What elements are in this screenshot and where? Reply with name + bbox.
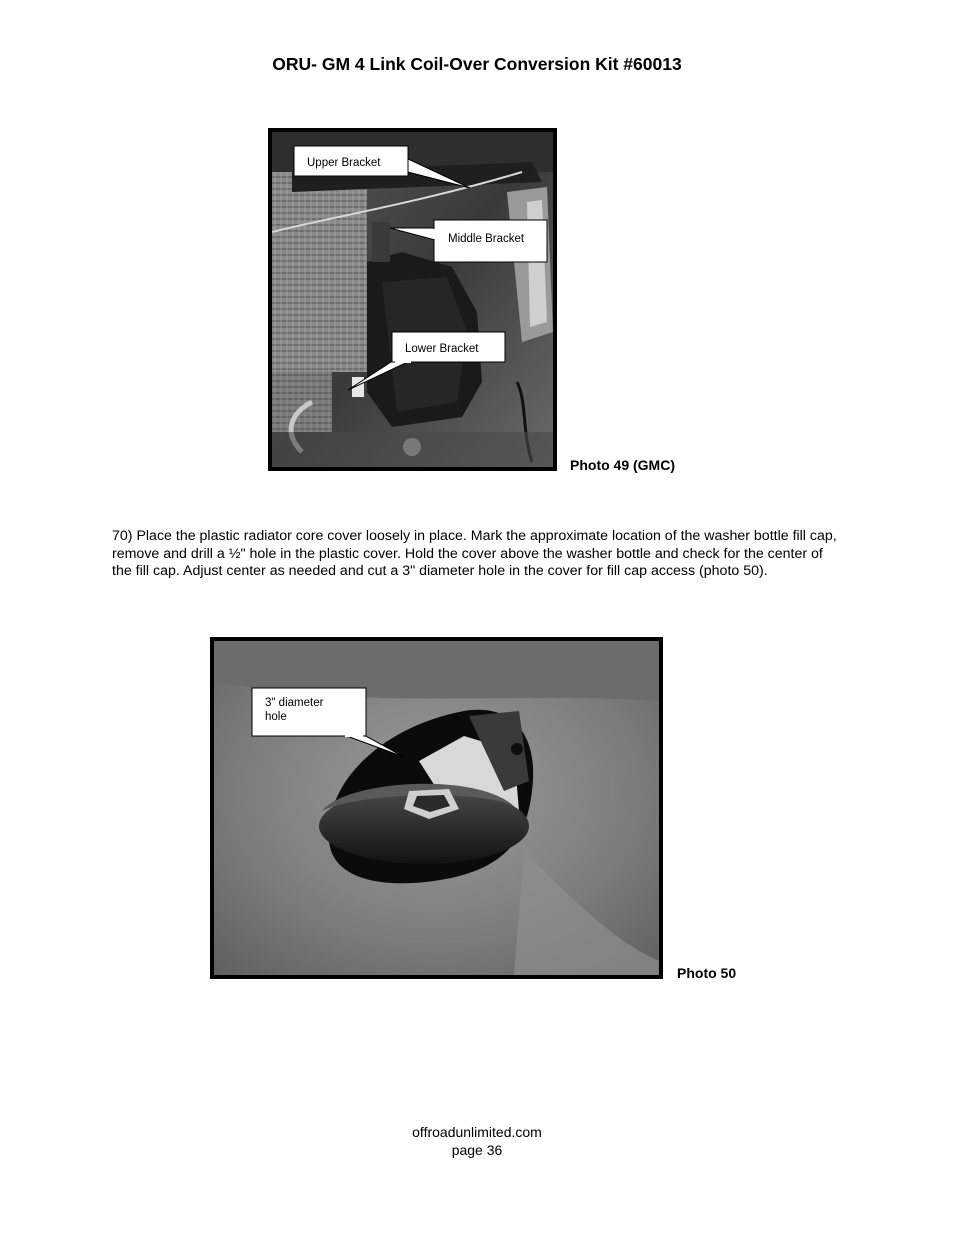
photo-49-image bbox=[272, 132, 553, 467]
footer-site: offroadunlimited.com bbox=[412, 1124, 542, 1140]
instruction-paragraph bbox=[112, 528, 837, 581]
callout-lower-label: Lower Bracket bbox=[405, 343, 479, 355]
callout-upper-label: Upper Bracket bbox=[307, 157, 381, 169]
callout-hole-line2: hole bbox=[265, 711, 287, 723]
photo-50-caption: Photo 50 bbox=[677, 965, 737, 981]
photo-50-image bbox=[214, 641, 659, 975]
photo-49-caption: Photo 49 (GMC) bbox=[570, 457, 675, 473]
footer-page-number: page 36 bbox=[451, 1142, 503, 1158]
page-title: ORU- GM 4 Link Coil-Over Conversion Kit #60013 bbox=[272, 54, 682, 74]
callout-hole-line1: 3" diameter bbox=[265, 697, 324, 709]
callout-middle-label: Middle Bracket bbox=[448, 233, 525, 245]
photo-49 bbox=[268, 128, 557, 471]
instruction-text: 70) Place the plastic radiator core cover loosely in place. Mark the approximate location of the washer bottle fill cap, remove and drill a ½" hole in the plastic cover. Hold the cover above the washer bottle and check for the center of the fill cap. Adjust center as needed and cut a 3" diameter hole in the cover for fill cap access (photo 50). bbox=[112, 528, 837, 579]
photo-50 bbox=[210, 637, 663, 979]
